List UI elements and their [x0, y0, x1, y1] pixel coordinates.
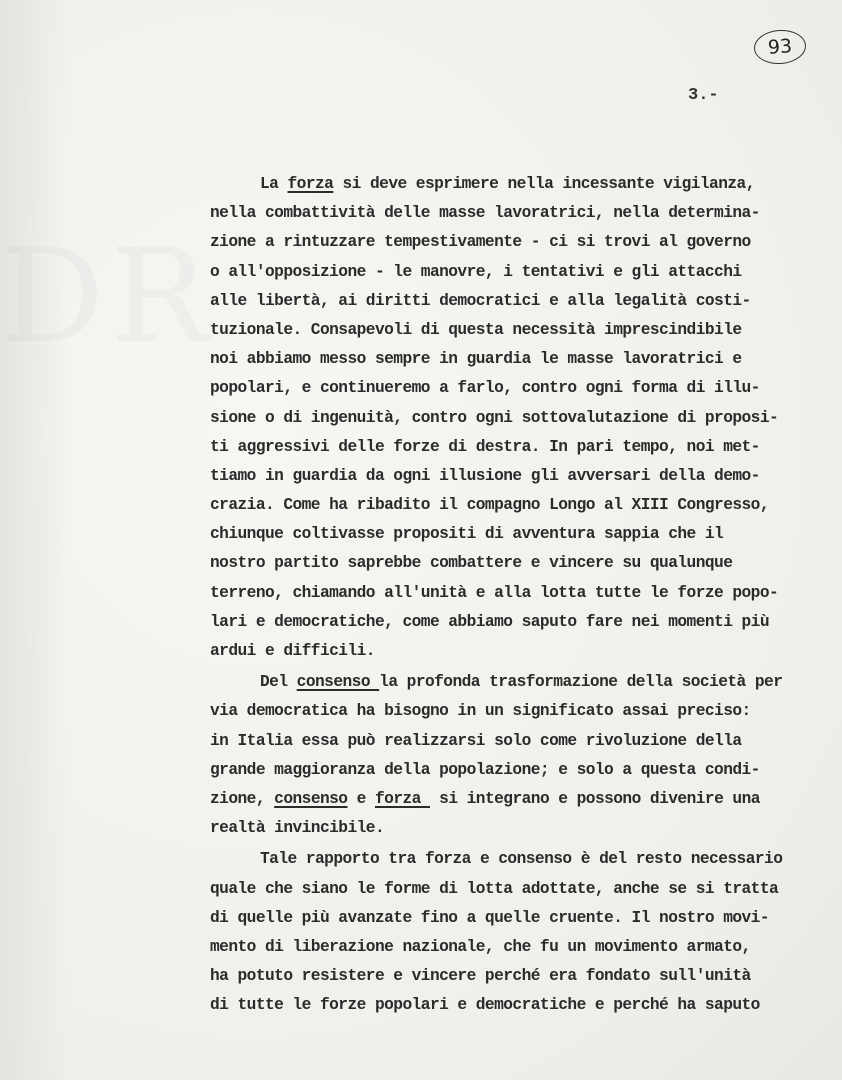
typed-sheet-number: 3.- [688, 86, 719, 105]
text-line [210, 287, 830, 316]
text-segment: lari e democratiche, come abbiamo saputo fare nei momenti più [210, 612, 770, 631]
underlined-word: forza [287, 175, 334, 193]
paragraph [210, 668, 830, 843]
text-line [210, 228, 830, 257]
scan-edge-shadow [0, 0, 70, 1080]
text-line [210, 845, 830, 874]
text-segment: popolari, e continueremo a farlo, contro ogni forma di illu- [210, 379, 760, 398]
paragraph [210, 170, 830, 666]
page-number-text: 93 [767, 35, 793, 59]
text-segment: Del [260, 673, 297, 692]
text-segment: tiamo in guardia da ogni illusione gli avversari della demo- [210, 466, 760, 485]
text-segment: mento di liberazione nazionale, che fu un movimento armato, [210, 937, 751, 956]
text-segment: zione a rintuzzare tempestivamente - ci si trovi al governo [210, 233, 751, 252]
underlined-word: consenso [296, 673, 380, 692]
text-segment: ha potuto resistere e vincere perché era fondato sull'unità [210, 967, 751, 986]
text-segment: di tutte le forze popolari e democratiche e perché ha saputo [210, 996, 760, 1015]
text-line [210, 404, 830, 433]
text-segment: di quelle più avanzate fino a quelle cruente. Il nostro movi- [210, 908, 770, 927]
text-segment: via democratica ha bisogno in un significato assai preciso: [210, 702, 751, 721]
text-line [210, 756, 830, 785]
text-line [210, 462, 830, 491]
text-segment: crazia. Come ha ribadito il compagno Longo al XIII Congresso, [210, 496, 770, 515]
text-segment: terreno, chiamando all'unità e alla lotta tutte le forze popo- [210, 583, 779, 602]
text-line [210, 549, 830, 578]
text-line [210, 491, 830, 520]
text-segment: zione, [210, 789, 275, 808]
text-line [210, 433, 830, 462]
text-segment: grande maggioranza della popolazione; e solo a questa condi- [210, 760, 760, 779]
text-segment: nostro partito saprebbe combattere e vincere su qualunque [210, 554, 733, 573]
text-line [210, 933, 830, 962]
text-line [210, 579, 830, 608]
text-line [210, 520, 830, 549]
text-line [210, 258, 830, 287]
text-line [210, 962, 830, 991]
text-line [210, 991, 830, 1020]
text-line [210, 697, 830, 726]
text-line [210, 875, 830, 904]
text-segment: alle libertà, ai diritti democratici e alla legalità costi- [210, 291, 751, 310]
text-line [210, 904, 830, 933]
paragraph [210, 845, 830, 1020]
text-segment: si integrano e possono divenire una [429, 789, 760, 808]
text-line [210, 374, 830, 403]
text-segment: sione o di ingenuità, contro ogni sottovalutazione di proposi- [210, 408, 779, 427]
text-segment: la profonda trasformazione della società per [379, 673, 783, 692]
faint-watermark: DR [0, 220, 215, 372]
text-line [210, 727, 830, 756]
underlined-word: consenso [274, 789, 348, 808]
text-segment: ti aggressivi delle forze di destra. In pari tempo, noi met- [210, 437, 760, 456]
text-line [210, 637, 830, 666]
text-line [210, 199, 830, 228]
text-line [210, 785, 830, 814]
typewritten-body [210, 170, 830, 1020]
text-line [210, 345, 830, 374]
text-segment: quale che siano le forme di lotta adottate, anche se si tratta [210, 879, 779, 898]
text-segment: ardui e difficili. [210, 642, 375, 660]
text-segment: Tale rapporto tra forza e consenso è del resto necessario [260, 850, 783, 869]
text-segment: o all'opposizione - le manovre, i tentativi e gli attacchi [210, 262, 742, 281]
handwritten-page-number [753, 28, 807, 66]
text-segment: e [347, 789, 375, 808]
text-segment: in Italia essa può realizzarsi solo come rivoluzione della [210, 731, 742, 750]
text-line [210, 170, 830, 199]
text-segment: noi abbiamo messo sempre in guardia le masse lavoratrici e [210, 350, 742, 369]
text-line [210, 316, 830, 345]
underlined-word: forza [374, 789, 430, 808]
text-segment: nella combattività delle masse lavoratrici, nella determina- [210, 204, 760, 223]
text-segment: si deve esprimere nella incessante vigilanza, [333, 175, 755, 193]
text-segment: realtà invincibile. [210, 819, 385, 838]
text-segment: chiunque coltivasse propositi di avventura sappia che il [210, 525, 724, 544]
text-line [210, 814, 830, 843]
text-segment: La [260, 175, 288, 193]
text-segment: tuzionale. Consapevoli di questa necessità imprescindibile [210, 320, 742, 339]
text-line [210, 668, 830, 697]
text-line [210, 608, 830, 637]
